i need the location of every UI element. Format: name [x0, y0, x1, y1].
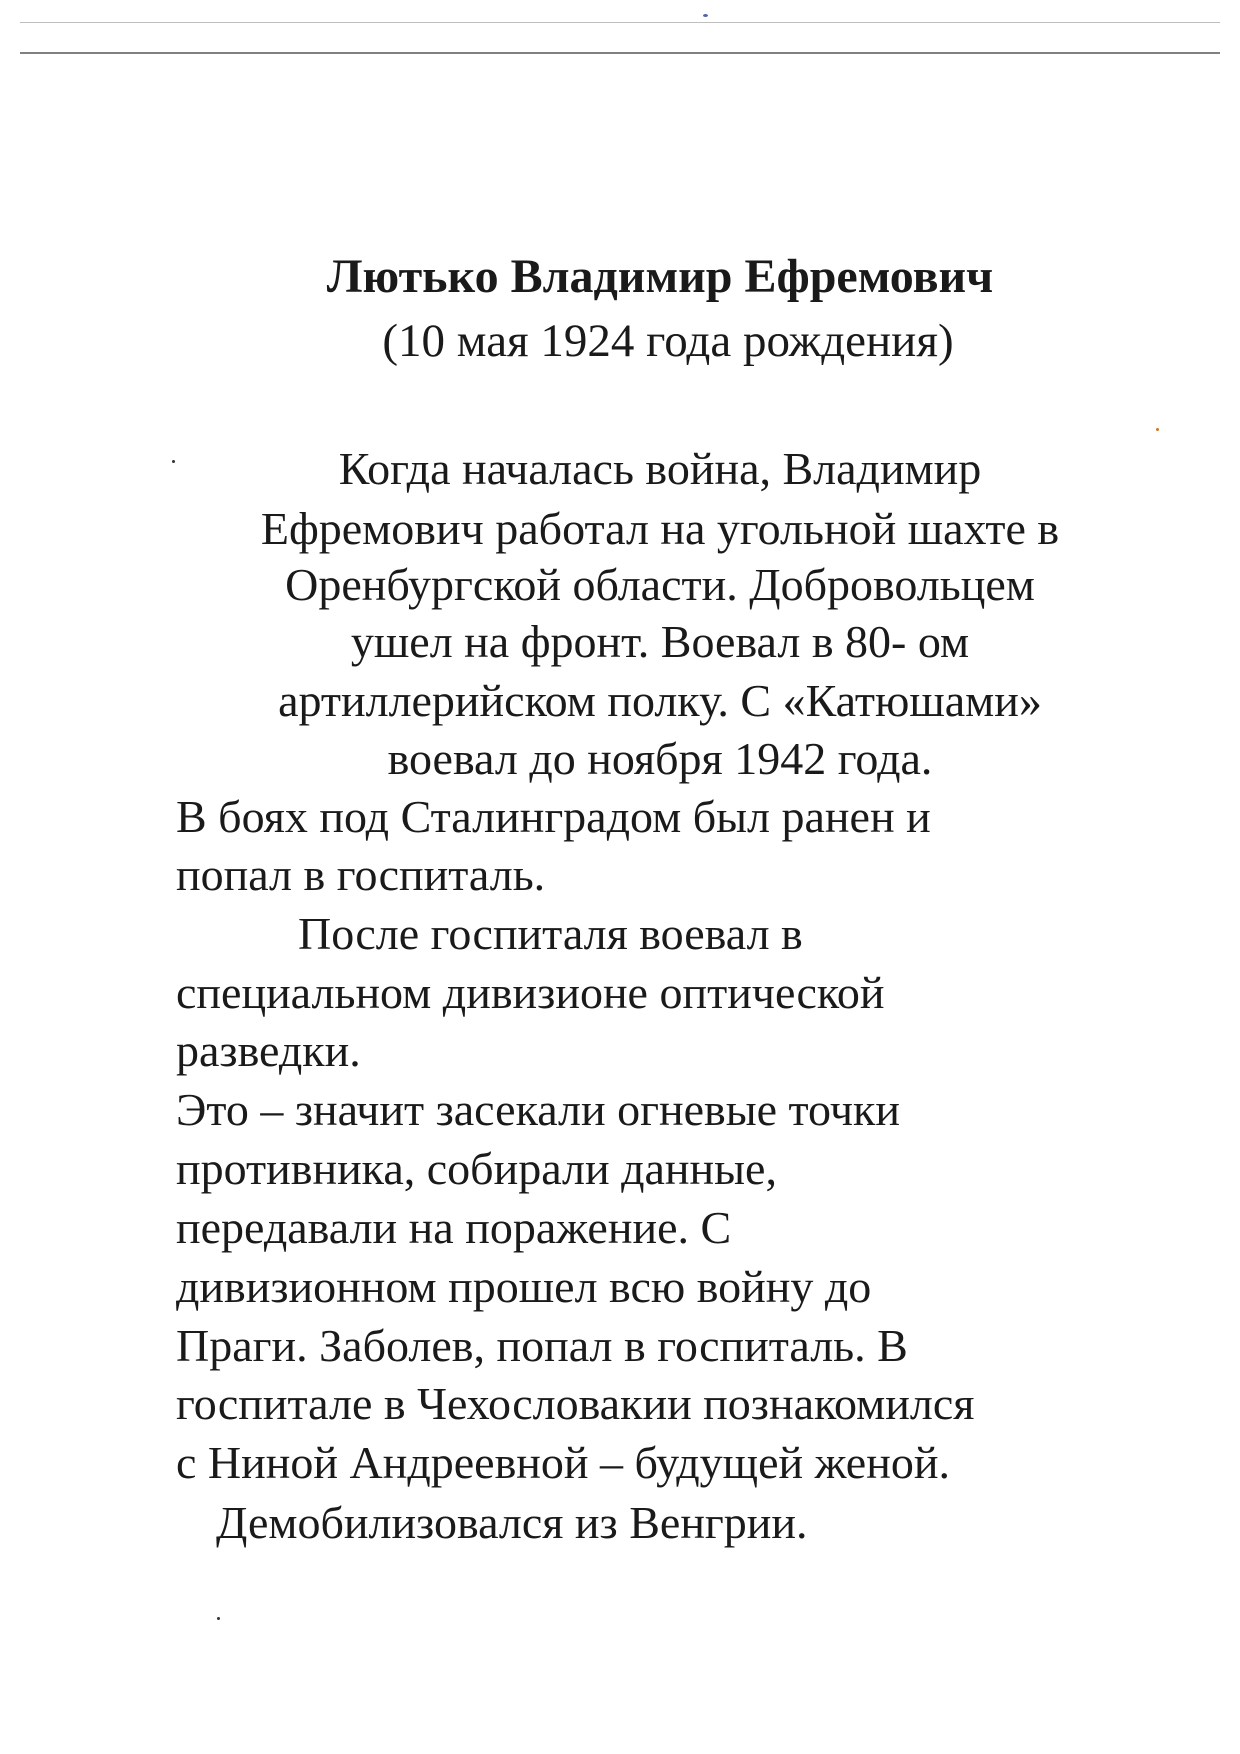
person-name-heading: Лютько Владимир Ефремович: [326, 250, 994, 303]
scan-edge-line-top: [20, 22, 1220, 23]
text-line: Оренбургской области. Добровольцем: [285, 559, 1035, 610]
text-line: госпитале в Чехословакии познакомился: [176, 1378, 975, 1429]
text-line: дивизионном прошел всю войну до: [176, 1261, 872, 1312]
scan-speck: [703, 14, 708, 17]
text-line: разведки.: [176, 1025, 361, 1076]
scan-speck: [217, 1617, 220, 1620]
text-line: Когда началась война, Владимир: [338, 443, 982, 494]
text-line: воевал до ноября 1942 года.: [387, 733, 933, 784]
scan-edge-line: [20, 52, 1220, 54]
text-line: В боях под Сталинградом был ранен и: [176, 791, 931, 842]
text-line: попал в госпиталь.: [176, 849, 546, 900]
text-line: артиллерийском полку. С «Катюшами»: [278, 675, 1042, 726]
text-line: После госпиталя воевал в: [298, 908, 803, 959]
text-line: Праги. Заболев, попал в госпиталь. В: [176, 1320, 908, 1371]
text-line: Это – значит засекали огневые точки: [176, 1084, 900, 1135]
birth-date-subheading: (10 мая 1924 года рождения): [382, 315, 954, 367]
text-line: противника, собирали данные,: [176, 1143, 777, 1194]
text-line: с Ниной Андреевной – будущей женой.: [176, 1437, 950, 1488]
text-line: Ефремович работал на угольной шахте в: [260, 503, 1060, 554]
text-line: Демобилизовался из Венгрии.: [216, 1497, 808, 1548]
text-line: передавали на поражение. С: [176, 1202, 732, 1253]
text-line: ушел на фронт. Воевал в 80- ом: [350, 616, 970, 667]
text-line: специальном дивизионе оптической: [176, 967, 885, 1018]
scan-speck: [1156, 428, 1159, 431]
